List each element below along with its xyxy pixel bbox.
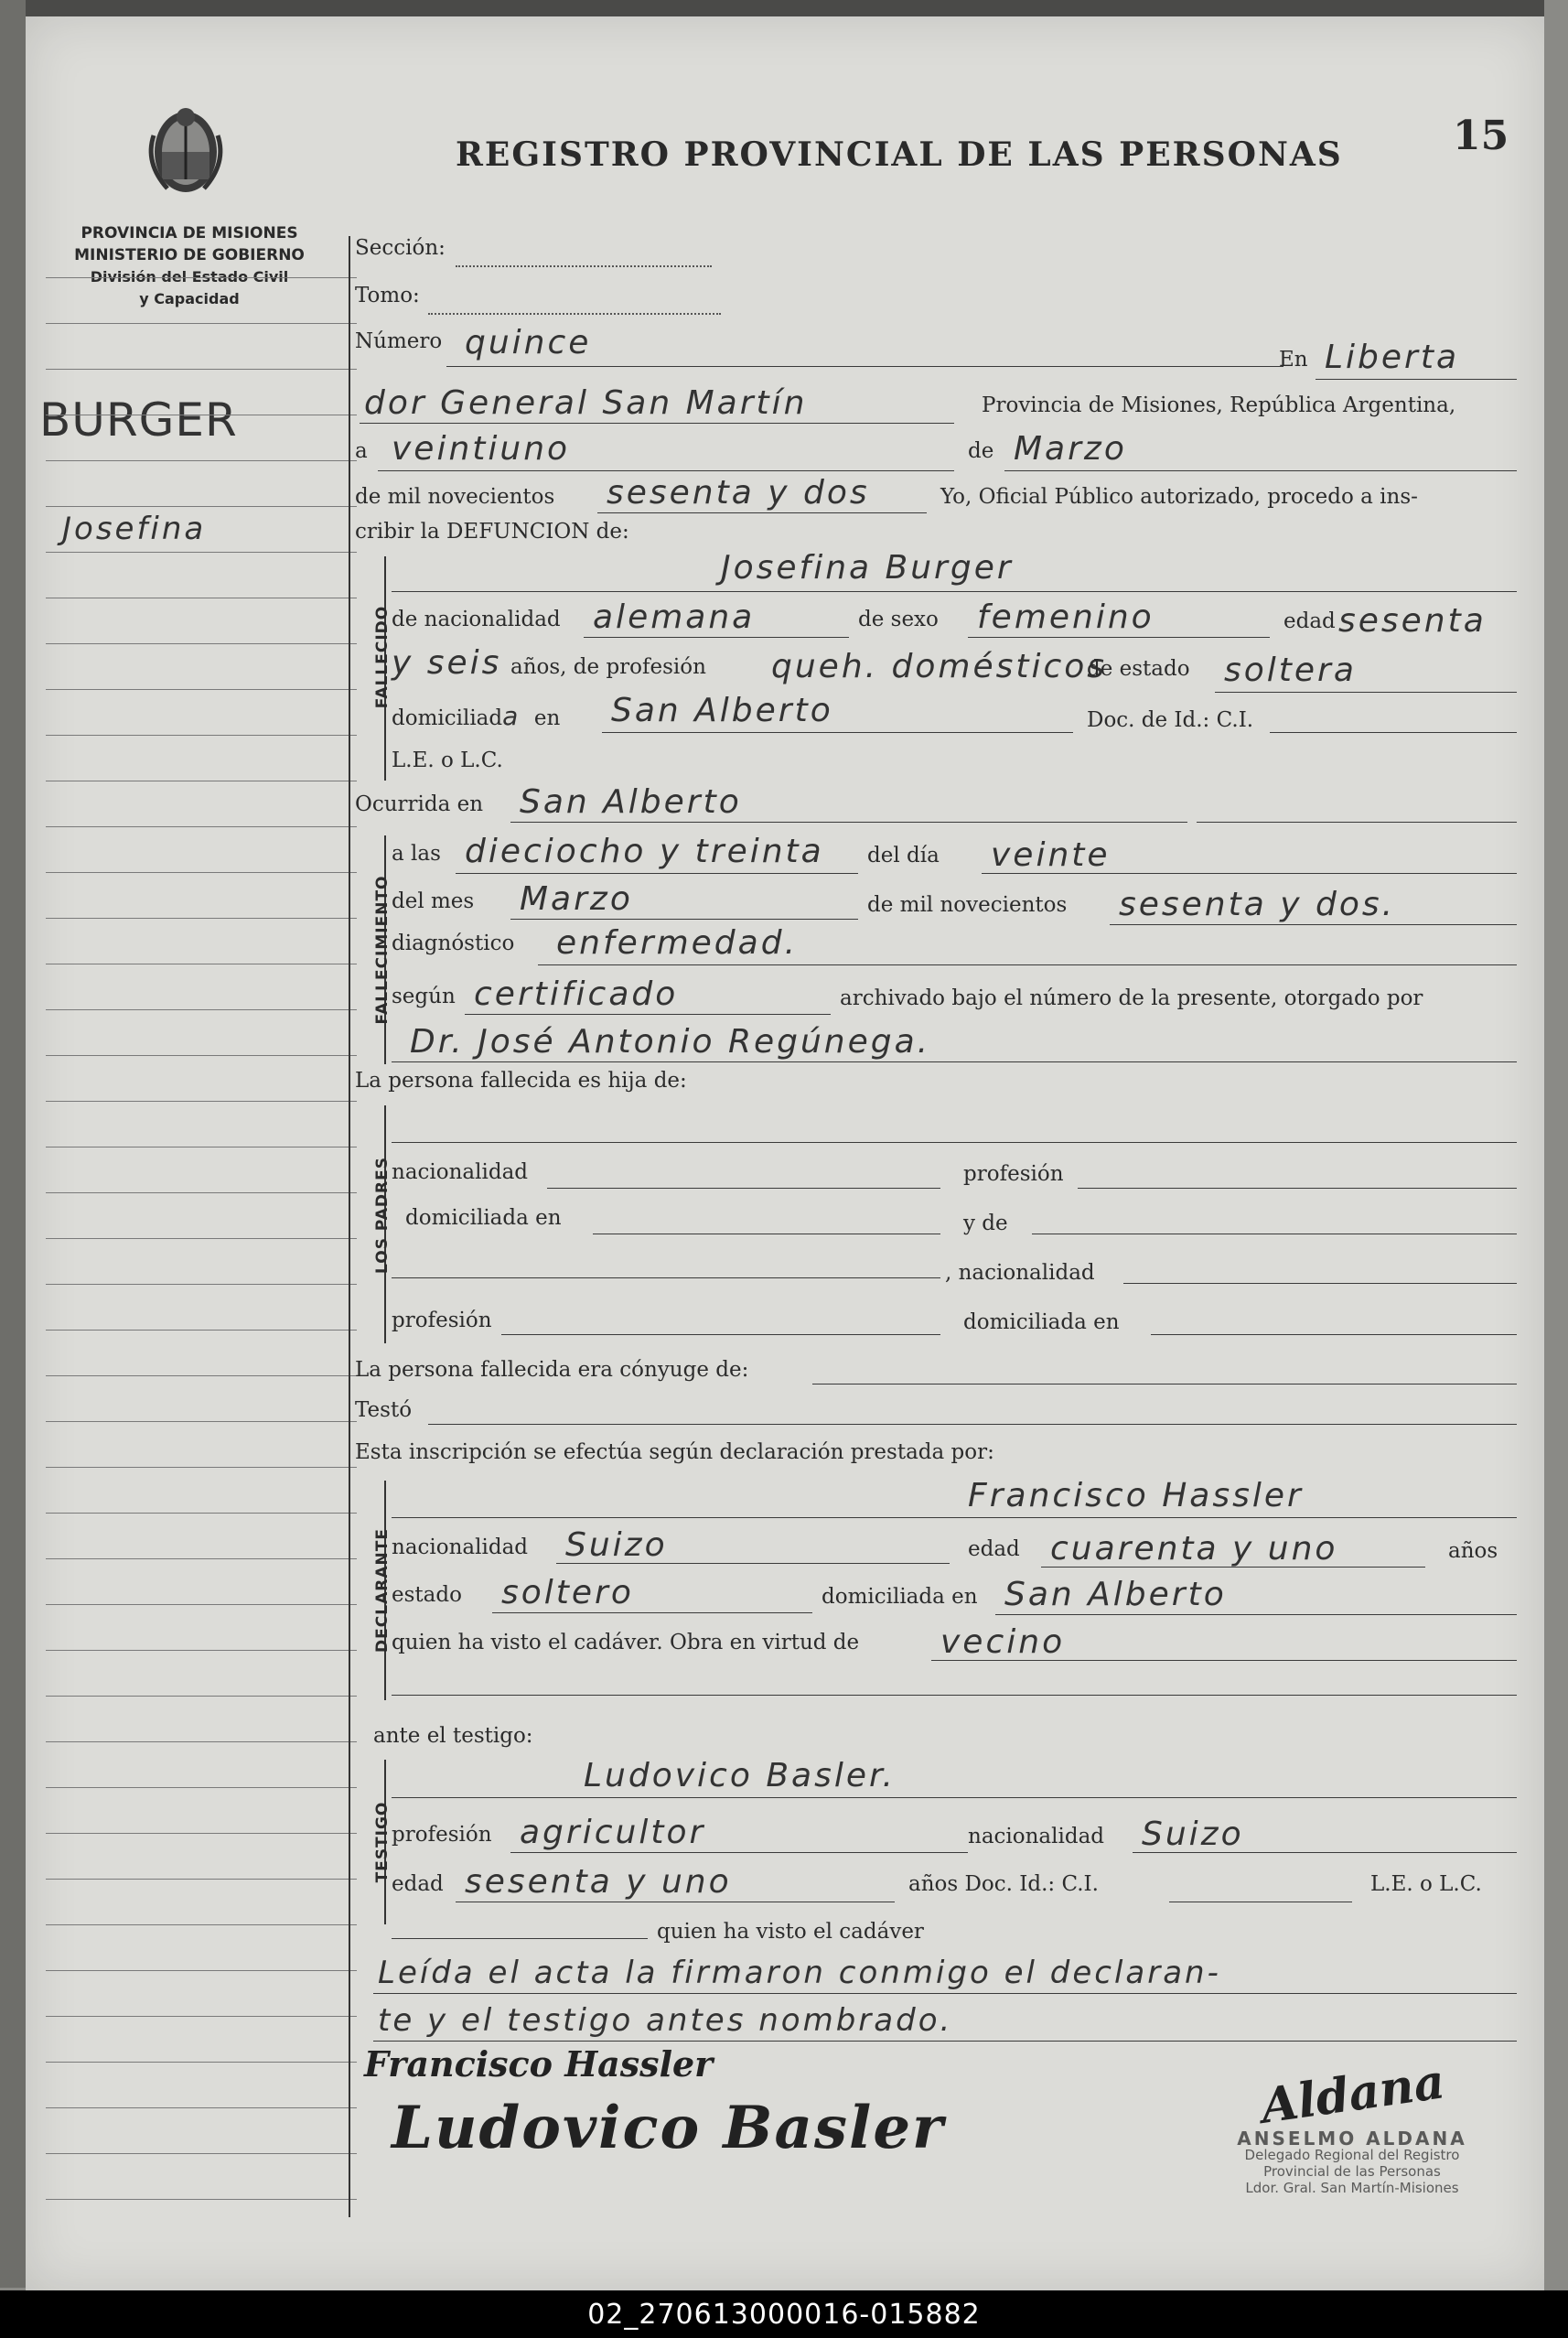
decl-nacionalidad-value: Suizo bbox=[565, 1526, 668, 1564]
ano-fallec-value: sesenta y dos. bbox=[1119, 886, 1396, 923]
margin-surname: BURGER bbox=[39, 393, 238, 447]
margin-ruled-line bbox=[46, 1696, 357, 1697]
margin-ruled-line bbox=[46, 2107, 357, 2108]
decl-edad-value: cuarenta y uno bbox=[1050, 1530, 1338, 1568]
ante-testigo-label: ante el testigo: bbox=[373, 1724, 533, 1748]
ocurrida-line bbox=[510, 822, 1187, 823]
fallecido-nombre: Josefina Burger bbox=[721, 549, 1014, 587]
margin-ruled-line bbox=[46, 460, 357, 461]
stamp-name: ANSELMO ALDANA bbox=[1237, 2128, 1467, 2149]
domiciliad-suffix: a bbox=[502, 701, 521, 731]
dia-fallec-line bbox=[982, 873, 1517, 874]
madre-nacionalidad-line bbox=[1123, 1283, 1517, 1284]
medico-value: Dr. José Antonio Regúnega. bbox=[410, 1023, 931, 1061]
margin-ruled-line bbox=[46, 1467, 357, 1468]
testigo-side-label: TESTIGO bbox=[373, 1801, 392, 1883]
cierre-linea-2: te y el testigo antes nombrado. bbox=[378, 2002, 953, 2039]
margin-ruled-line bbox=[46, 323, 357, 324]
official-stamp bbox=[1187, 2130, 1517, 2196]
firma-declarante: Francisco Hassler bbox=[364, 2043, 714, 2085]
decl-nacionalidad-line bbox=[556, 1563, 950, 1564]
margin-ruled-line bbox=[46, 918, 357, 919]
padre-nacionalidad-line bbox=[547, 1188, 940, 1189]
margin-ruled-line bbox=[46, 1101, 357, 1102]
margin-ruled-line bbox=[46, 1238, 357, 1239]
decl-extra-line bbox=[392, 1695, 1517, 1696]
inscripcion-label: Esta inscripción se efectúa según declaración prestada por: bbox=[355, 1440, 994, 1464]
numero-value: quince bbox=[465, 324, 592, 361]
padre-nombre-line bbox=[392, 1142, 1517, 1143]
fallecimiento-side-label: FALLECIMIENTO bbox=[373, 875, 392, 1025]
nacionalidad-line bbox=[584, 637, 849, 638]
test-visto-label: quien ha visto el cadáver bbox=[657, 1920, 924, 1944]
domiciliad-label: domiciliad bbox=[392, 706, 503, 730]
decl-edad-label: edad bbox=[968, 1537, 1020, 1561]
padre-nacionalidad-label: nacionalidad bbox=[392, 1160, 529, 1184]
decl-domiciliada-label: domiciliada bbox=[822, 1585, 945, 1609]
image-id-footer: 02_270613000016-015882 bbox=[0, 2290, 1568, 2338]
division-label-1: División del Estado Civil bbox=[90, 268, 289, 286]
sexo-value: femenino bbox=[977, 598, 1155, 636]
tomo-field bbox=[428, 313, 721, 315]
page-number: 15 bbox=[1453, 113, 1509, 159]
a-label: a bbox=[355, 439, 368, 463]
margin-ruled-line bbox=[46, 735, 357, 736]
dia-value: veintiuno bbox=[392, 430, 571, 468]
ano-fallec-line bbox=[1110, 924, 1517, 925]
cierre-linea-1: Leída el acta la firmaron conmigo el declaran- bbox=[378, 1955, 1221, 1991]
margin-ruled-line bbox=[46, 1192, 357, 1193]
segun-value: certificado bbox=[474, 975, 679, 1013]
lugar-line-a bbox=[1316, 379, 1517, 380]
test-nacionalidad-value: Suizo bbox=[1142, 1815, 1244, 1853]
decl-estado-label: estado bbox=[392, 1583, 462, 1607]
sexo-line bbox=[968, 637, 1270, 638]
padre-domicilio-label: domiciliada en bbox=[405, 1206, 562, 1230]
madre-nombre-line-2 bbox=[392, 1277, 940, 1278]
province-label: PROVINCIA DE MISIONES bbox=[81, 224, 298, 242]
y-de-label: y de bbox=[963, 1212, 1008, 1235]
main-vertical-rule bbox=[349, 236, 350, 2217]
cierre-line-1 bbox=[373, 1993, 1517, 1994]
numero-line bbox=[446, 366, 1283, 367]
margin-ruled-line bbox=[46, 826, 357, 827]
numero-label: Número bbox=[355, 329, 443, 353]
padre-profesion-line bbox=[1078, 1188, 1517, 1189]
issuer-header bbox=[38, 222, 340, 310]
testo-label: Testó bbox=[355, 1398, 413, 1422]
test-nacionalidad-label: nacionalidad bbox=[968, 1825, 1105, 1848]
decl-edad-line bbox=[1041, 1567, 1425, 1568]
test-edad-label: edad bbox=[392, 1872, 444, 1896]
test-profesion-value: agricultor bbox=[520, 1814, 706, 1851]
fallecido-nombre-line bbox=[392, 591, 1517, 592]
testigo-nombre: Ludovico Basler. bbox=[584, 1757, 896, 1794]
edad-label: edad bbox=[1283, 609, 1336, 633]
margin-ruled-line bbox=[46, 277, 357, 278]
en-label: En bbox=[1279, 348, 1308, 372]
segun-line bbox=[465, 1014, 831, 1015]
de-mil-label: de mil novecientos bbox=[355, 485, 555, 509]
margin-ruled-line bbox=[46, 1879, 357, 1880]
padre-profesion-label: profesión bbox=[963, 1162, 1064, 1186]
testigo-nombre-line bbox=[392, 1797, 1517, 1798]
coat-of-arms-icon bbox=[135, 81, 236, 199]
ano-line bbox=[597, 512, 927, 513]
domicilio-value: San Alberto bbox=[611, 692, 833, 729]
register-page bbox=[26, 16, 1544, 2290]
margin-ruled-line bbox=[46, 1284, 357, 1285]
yo-oficial-label: Yo, Oficial Público autorizado, procedo a ins- bbox=[940, 485, 1418, 509]
firma-testigo: Ludovico Basler bbox=[392, 2094, 945, 2162]
doc-id-label: Doc. de Id.: C.I. bbox=[1087, 708, 1254, 732]
margin-ruled-line bbox=[46, 2153, 357, 2154]
margin-ruled-line bbox=[46, 1604, 357, 1605]
margin-ruled-line bbox=[46, 689, 357, 690]
hija-de-label: La persona fallecida es hija de: bbox=[355, 1069, 687, 1093]
decl-anos-label: años bbox=[1448, 1539, 1498, 1563]
seccion-label: Sección: bbox=[355, 236, 446, 260]
lugar-value-b: dor General San Martín bbox=[364, 384, 808, 422]
margin-ruled-line bbox=[46, 1970, 357, 1971]
margin-ruled-line bbox=[46, 2016, 357, 2017]
cierre-line-2 bbox=[373, 2041, 1517, 2042]
firma-oficial: Aldana bbox=[1257, 2053, 1448, 2135]
stamp-line-2: Provincial de las Personas bbox=[1263, 2163, 1441, 2180]
margin-ruled-line bbox=[46, 1650, 357, 1651]
margin-ruled-line bbox=[46, 1421, 357, 1422]
conyuge-label: La persona fallecida era cónyuge de: bbox=[355, 1358, 749, 1382]
seccion-field bbox=[456, 265, 712, 267]
ano-value: sesenta y dos bbox=[607, 474, 870, 512]
book-binding bbox=[0, 0, 27, 2288]
declarante-nombre-line bbox=[392, 1517, 1517, 1518]
padres-side-label: LOS PADRES bbox=[373, 1157, 392, 1274]
margin-ruled-line bbox=[46, 872, 357, 873]
test-edad-value: sesenta y uno bbox=[465, 1863, 732, 1901]
testo-line bbox=[428, 1424, 1517, 1425]
a-las-label: a las bbox=[392, 842, 441, 866]
test-visto-line-left bbox=[392, 1938, 648, 1939]
de-mil-nov-label: de mil novecientos bbox=[867, 893, 1068, 917]
margin-ruled-line bbox=[46, 2199, 357, 2200]
profesion-value: queh. domésticos bbox=[771, 648, 1108, 685]
margin-ruled-line bbox=[46, 1009, 357, 1010]
margin-ruled-line bbox=[46, 1513, 357, 1514]
decl-visto-label: quien ha visto el cadáver. Obra en virtud de bbox=[392, 1631, 860, 1654]
mes-value: Marzo bbox=[1014, 430, 1127, 468]
decl-nacionalidad-label: nacionalidad bbox=[392, 1535, 529, 1559]
stamp-line-1: Delegado Regional del Registro bbox=[1244, 2147, 1460, 2163]
dia-line bbox=[378, 470, 954, 471]
diagnostico-label: diagnóstico bbox=[392, 932, 515, 955]
decl-virtud-value: vecino bbox=[940, 1623, 1066, 1661]
mes-line bbox=[1004, 470, 1517, 471]
madre-domicilio-line bbox=[1151, 1334, 1517, 1335]
margin-ruled-line bbox=[46, 506, 357, 507]
archivado-label: archivado bajo el número de la presente, otorgado por bbox=[840, 986, 1423, 1010]
ministry-label: MINISTERIO DE GOBIERNO bbox=[74, 246, 305, 264]
margin-ruled-line bbox=[46, 1558, 357, 1559]
margin-ruled-line bbox=[46, 643, 357, 644]
nacionalidad-label: de nacionalidad bbox=[392, 608, 561, 631]
mes-fallec-line bbox=[510, 919, 858, 920]
lugar-line-b bbox=[360, 423, 954, 424]
decl-estado-line bbox=[492, 1612, 812, 1613]
ocurrida-line-2 bbox=[1197, 822, 1517, 823]
decl-domicilio-value: San Alberto bbox=[1004, 1576, 1227, 1613]
margin-ruled-line bbox=[46, 1787, 357, 1788]
mes-fallec-value: Marzo bbox=[520, 880, 633, 918]
margin-given-name: Josefina bbox=[62, 511, 207, 547]
de-estado-label: de estado bbox=[1087, 657, 1190, 681]
page-title: REGISTRO PROVINCIAL DE LAS PERSONAS bbox=[456, 135, 1343, 174]
dia-fallec-value: veinte bbox=[991, 836, 1111, 874]
ocurrida-label: Ocurrida en bbox=[355, 792, 484, 816]
declarante-side-label: DECLARANTE bbox=[373, 1528, 392, 1653]
domicilio-line bbox=[602, 732, 1073, 733]
margin-ruled-line bbox=[46, 1375, 357, 1376]
en-label-2: en bbox=[533, 706, 561, 730]
madre-profesion-line bbox=[501, 1334, 940, 1335]
estado-value: soltera bbox=[1224, 652, 1357, 689]
margin-ruled-line bbox=[46, 1055, 357, 1056]
test-le-lc-label: L.E. o L.C. bbox=[1370, 1872, 1482, 1896]
decl-estado-value: soltero bbox=[501, 1574, 634, 1611]
margin-ruled-line bbox=[46, 1833, 357, 1834]
diagnostico-value: enfermedad. bbox=[556, 924, 799, 962]
madre-nacionalidad-label: , nacionalidad bbox=[945, 1261, 1095, 1285]
decl-domicilio-line bbox=[995, 1614, 1517, 1615]
margin-ruled-line bbox=[46, 1330, 357, 1331]
segun-label: según bbox=[392, 985, 456, 1008]
cribir-label: cribir la DEFUNCION de: bbox=[355, 520, 629, 544]
stamp-line-3: Ldor. Gral. San Martín-Misiones bbox=[1245, 2180, 1459, 2196]
test-nacionalidad-line bbox=[1133, 1852, 1517, 1853]
edad-value-1: sesenta bbox=[1338, 602, 1487, 640]
madre-profesion-label: profesión bbox=[392, 1309, 492, 1332]
test-profesion-line bbox=[510, 1852, 968, 1853]
tomo-label: Tomo: bbox=[355, 284, 420, 307]
margin-ruled-line bbox=[46, 369, 357, 370]
hora-value: dieciocho y treinta bbox=[465, 833, 824, 870]
margin-ruled-line bbox=[46, 552, 357, 553]
decl-en-label: en bbox=[951, 1585, 978, 1609]
decl-virtud-line bbox=[931, 1660, 1517, 1661]
division-label-2: y Capacidad bbox=[139, 290, 240, 307]
declarante-nombre: Francisco Hassler bbox=[968, 1477, 1304, 1514]
edad-value-2: y seis bbox=[392, 644, 502, 682]
test-profesion-label: profesión bbox=[392, 1823, 492, 1847]
margin-ruled-line bbox=[46, 1741, 357, 1742]
del-dia-label: del día bbox=[867, 844, 940, 867]
test-doc-label: años Doc. Id.: C.I. bbox=[908, 1872, 1099, 1896]
le-lc-label: L.E. o L.C. bbox=[392, 749, 503, 772]
de-label: de bbox=[968, 439, 994, 463]
nacionalidad-value: alemana bbox=[593, 598, 756, 636]
anos-profesion-label: años, de profesión bbox=[510, 655, 706, 679]
sexo-label: de sexo bbox=[858, 608, 939, 631]
doc-id-line bbox=[1270, 732, 1517, 733]
provincia-label: Provincia de Misiones, República Argentina, bbox=[982, 393, 1456, 417]
fallecido-side-label: FALLECIDO bbox=[373, 605, 392, 709]
lugar-value-a: Liberta bbox=[1325, 339, 1460, 376]
ocurrida-value: San Alberto bbox=[520, 783, 742, 821]
margin-ruled-line bbox=[46, 2062, 357, 2063]
diagnostico-line bbox=[538, 964, 1517, 965]
madre-domicilio-label: domiciliada en bbox=[963, 1310, 1120, 1334]
medico-line bbox=[392, 1061, 1517, 1062]
estado-line bbox=[1215, 692, 1517, 693]
margin-ruled-line bbox=[46, 1924, 357, 1925]
del-mes-label: del mes bbox=[392, 889, 475, 913]
hora-line bbox=[456, 873, 858, 874]
